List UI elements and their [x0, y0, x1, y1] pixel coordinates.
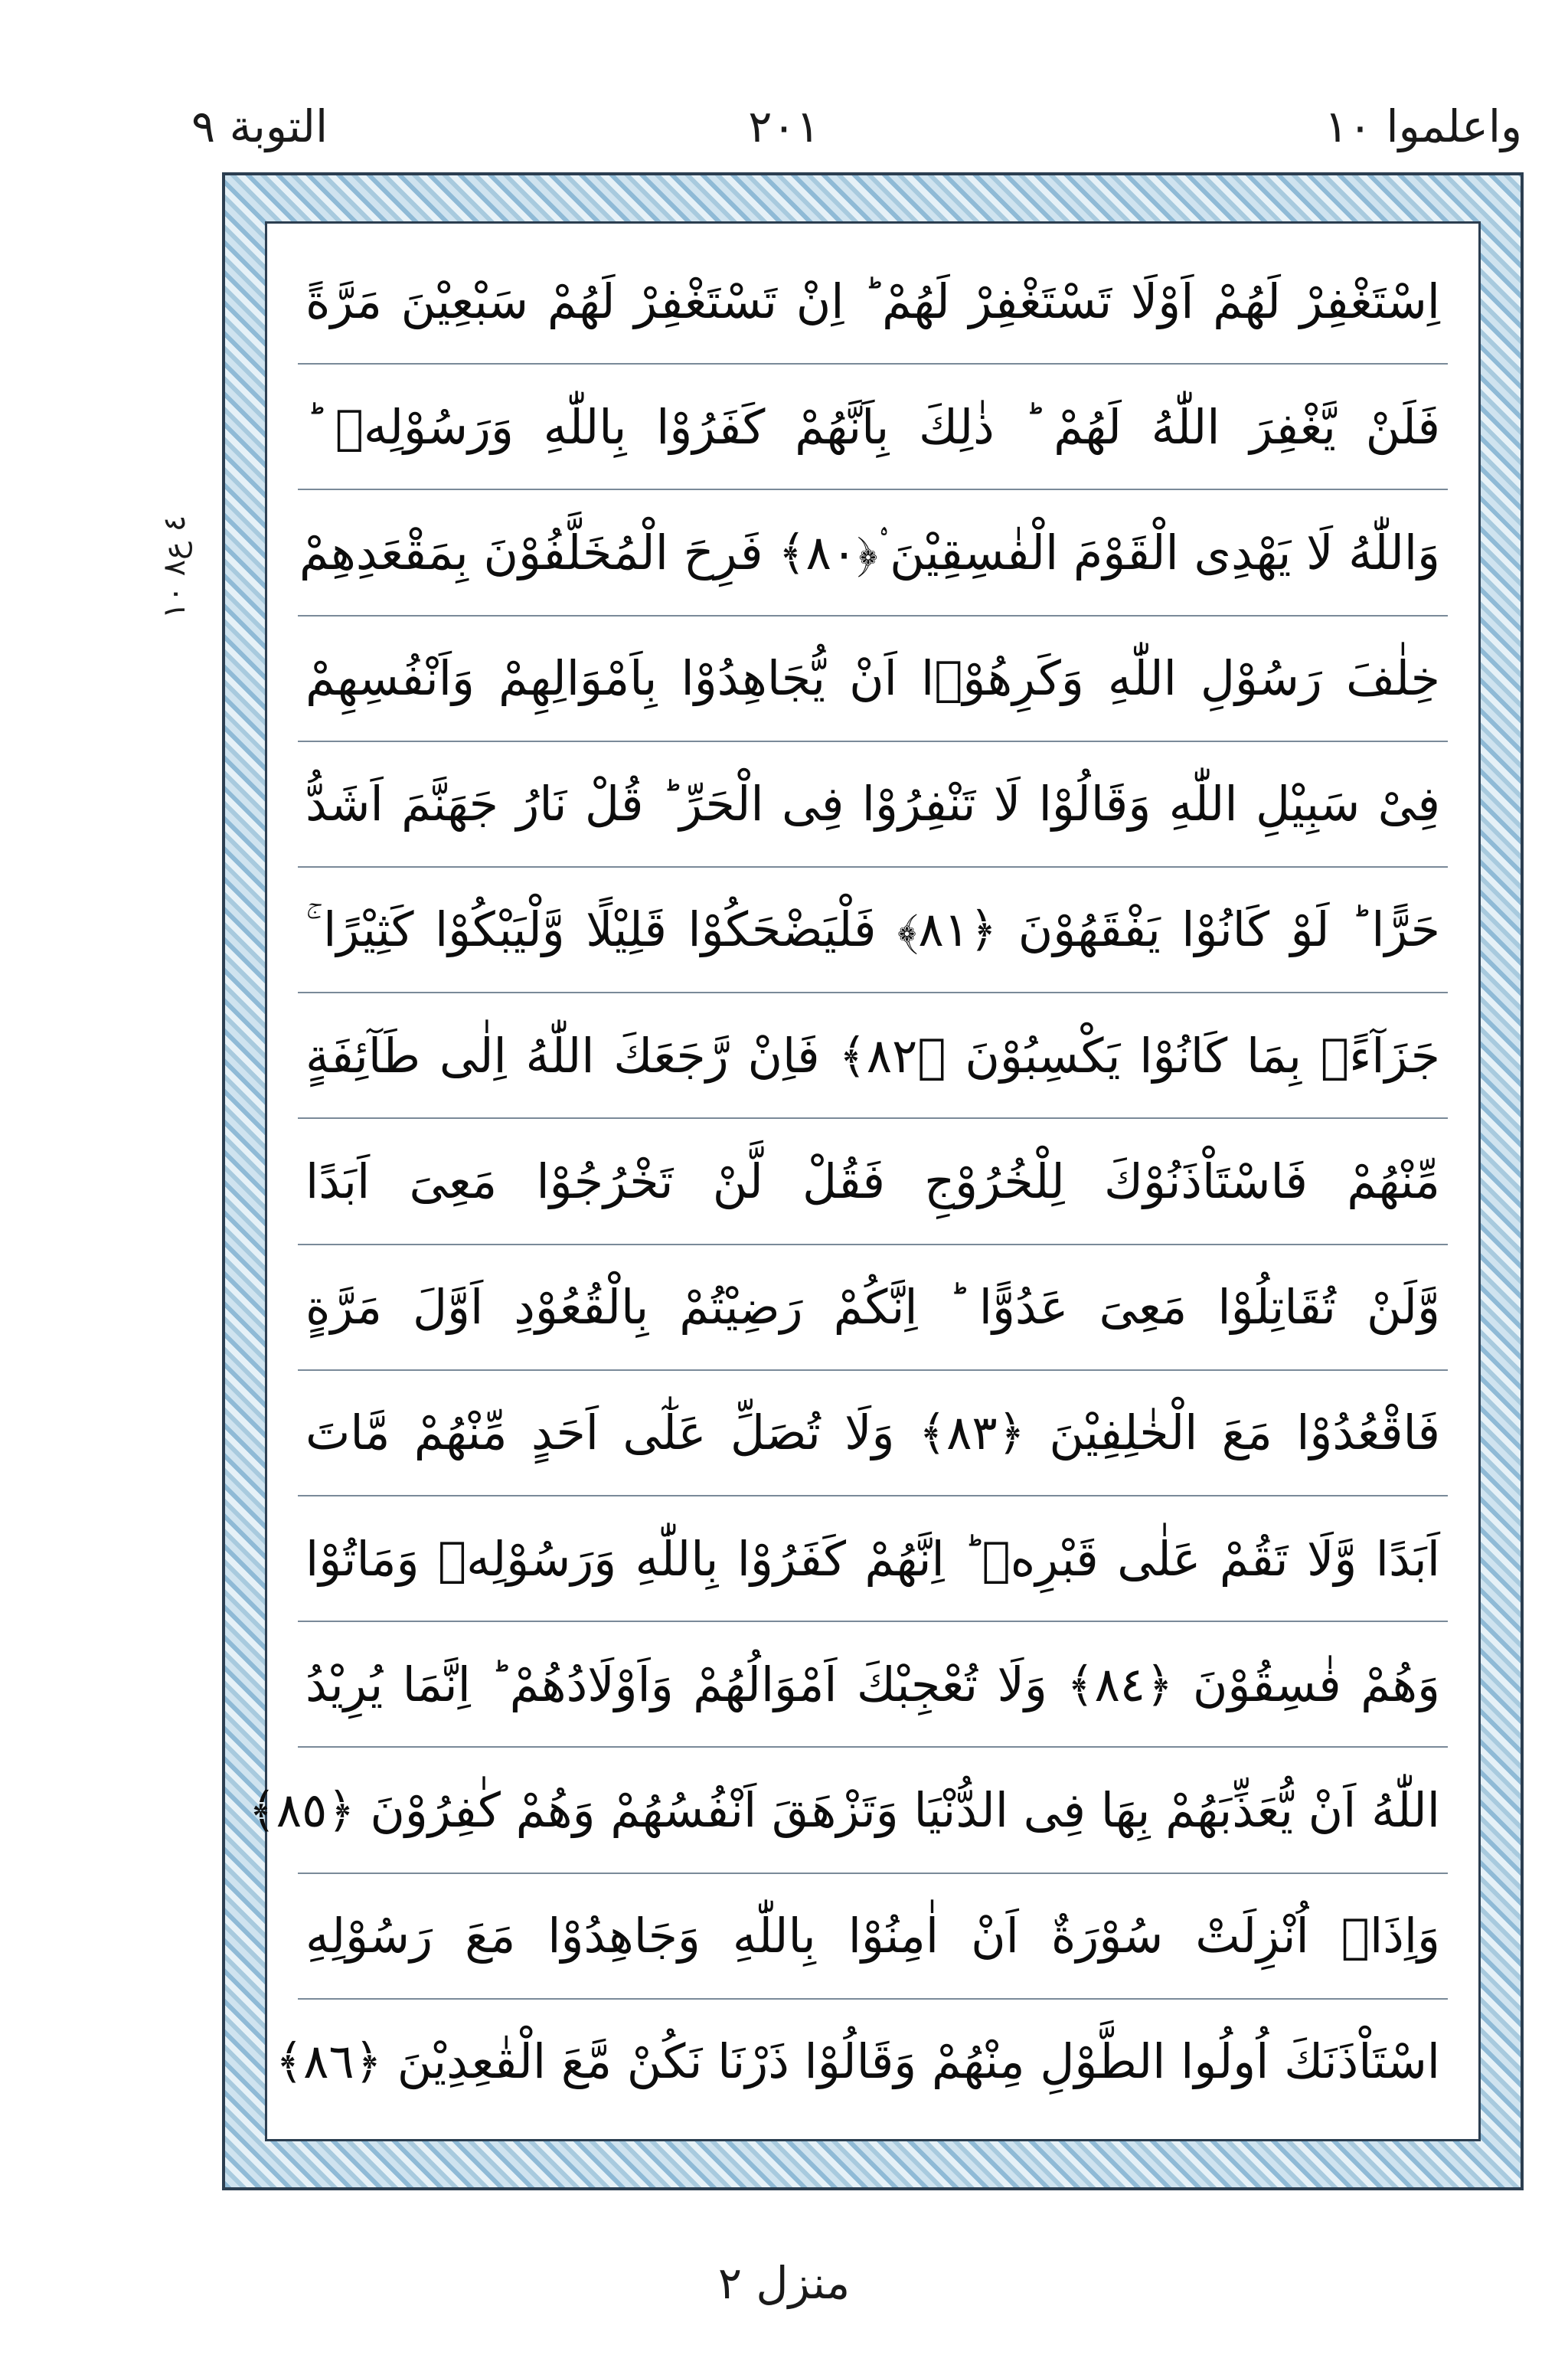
decorative-frame [222, 172, 1524, 2190]
verse-line [298, 1371, 1448, 1496]
verse-line-text: جَزَآءًۢ بِمَا كَانُوْا يَكْسِبُوْنَ ﴿٨٢﴾ فَاِنْ رَّجَعَكَ اللّٰهُ اِلٰى طَآئِفَةٍ [305, 1027, 1440, 1084]
verse-line-text: اللّٰهُ اَنْ يُّعَذِّبَهُمْ بِهَا فِى الدُّنْيَا وَتَزْهَقَ اَنْفُسُهُمْ وَهُمْ كٰفِرُوْنَ ﴿٨٥﴾ [248, 1782, 1440, 1839]
verse-line [298, 239, 1448, 365]
juz-label: واعلموا ١٠ [1324, 100, 1522, 152]
page-number: ٢٠١ [748, 100, 820, 152]
verse-line [298, 1622, 1448, 1748]
verse-line [275, 2000, 1448, 2124]
verse-line-text: اِسْتَغْفِرْ لَهُمْ اَوْلَا تَسْتَغْفِرْ لَهُمْ ؕ اِنْ تَسْتَغْفِرْ لَهُمْ سَبْعِيْنَ مَرَّةً [305, 273, 1440, 329]
surah-label: التوبة ٩ [191, 100, 328, 152]
verse-line [298, 490, 1448, 616]
verse-line-text: حَرًّا ؕ لَوْ كَانُوْا يَفْقَهُوْنَ ﴿٨١﴾ فَلْيَضْحَكُوْا قَلِيْلًا وَّلْيَبْكُوْا كَثِيْرًا ۚ [305, 901, 1441, 958]
verse-line [298, 1245, 1448, 1371]
verse-line-text: فَاقْعُدُوْا مَعَ الْخٰلِفِيْنَ ﴿٨٣﴾ وَلَا تُصَلِّ عَلٰٓى اَحَدٍ مِّنْهُمْ مَّاتَ [305, 1405, 1440, 1461]
verse-line-text: وَاِذَاۤ اُنْزِلَتْ سُوْرَةٌ اَنْ اٰمِنُوْا بِاللّٰهِ وَجَاهِدُوْا مَعَ رَسُوْلِهِ [305, 1908, 1440, 1964]
verse-line-text: اَبَدًا وَّلَا تَقُمْ عَلٰى قَبْرِهٖ ؕ اِنَّهُمْ كَفَرُوْا بِاللّٰهِ وَرَسُوْلِهٖ وَمَاتُوْا [305, 1530, 1440, 1587]
verse-line [298, 993, 1448, 1119]
verse-line [298, 1119, 1448, 1245]
verse-line-text: فَلَنْ يَّغْفِرَ اللّٰهُ لَهُمْ ؕ ذٰلِكَ بِاَنَّهُمْ كَفَرُوْا بِاللّٰهِ وَرَسُوْلِهٖ ؕ [305, 398, 1440, 455]
verse-lines [248, 239, 1448, 2124]
verse-line [298, 868, 1448, 993]
verse-line-text: خِلٰفَ رَسُوْلِ اللّٰهِ وَكَرِهُوْۤا اَنْ يُّجَاهِدُوْا بِاَمْوَالِهِمْ وَاَنْفُسِهِمْ [305, 650, 1440, 707]
verse-line-text: وَاللّٰهُ لَا يَهْدِى الْقَوْمَ الْفٰسِقِيْنَ ۟﴿٨٠﴾ فَرِحَ الْمُخَلَّفُوْنَ بِمَقْعَدِهِمْ [299, 524, 1440, 581]
verse-line [298, 742, 1448, 868]
ruku-marker: ٤ ع٨ ١٠ [157, 515, 192, 619]
verse-line-text: فِىْ سَبِيْلِ اللّٰهِ وَقَالُوْا لَا تَنْفِرُوْا فِى الْحَرِّ ؕ قُلْ نَارُ جَهَنَّمَ اَشَدُّ [305, 776, 1440, 832]
verse-line [248, 1748, 1448, 1873]
text-area [248, 221, 1481, 2141]
verse-line [298, 1496, 1448, 1622]
verse-line [298, 365, 1448, 490]
verse-line-text: اسْتَاْذَنَكَ اُولُوا الطَّوْلِ مِنْهُمْ وَقَالُوْا ذَرْنَا نَكُنْ مَّعَ الْقٰعِدِيْنَ ﴿٨٦﴾ [275, 2033, 1440, 2090]
verse-line-text: مِّنْهُمْ فَاسْتَاْذَنُوْكَ لِلْخُرُوْجِ فَقُلْ لَّنْ تَخْرُجُوْا مَعِىَ اَبَدًا [305, 1153, 1440, 1210]
verse-line [298, 617, 1448, 742]
verse-line-text: وَّلَنْ تُقَاتِلُوْا مَعِىَ عَدُوًّا ؕ اِنَّكُمْ رَضِيْتُمْ بِالْقُعُوْدِ اَوَّلَ مَرَّةٍ [305, 1279, 1440, 1336]
verse-line [298, 1874, 1448, 2000]
manzil-label: منزل ٢ [717, 2257, 851, 2309]
verse-line-text: وَهُمْ فٰسِقُوْنَ ﴿٨٤﴾ وَلَا تُعْجِبْكَ اَمْوَالُهُمْ وَاَوْلَادُهُمْ ؕ اِنَّمَا يُرِيْدُ [305, 1656, 1441, 1712]
